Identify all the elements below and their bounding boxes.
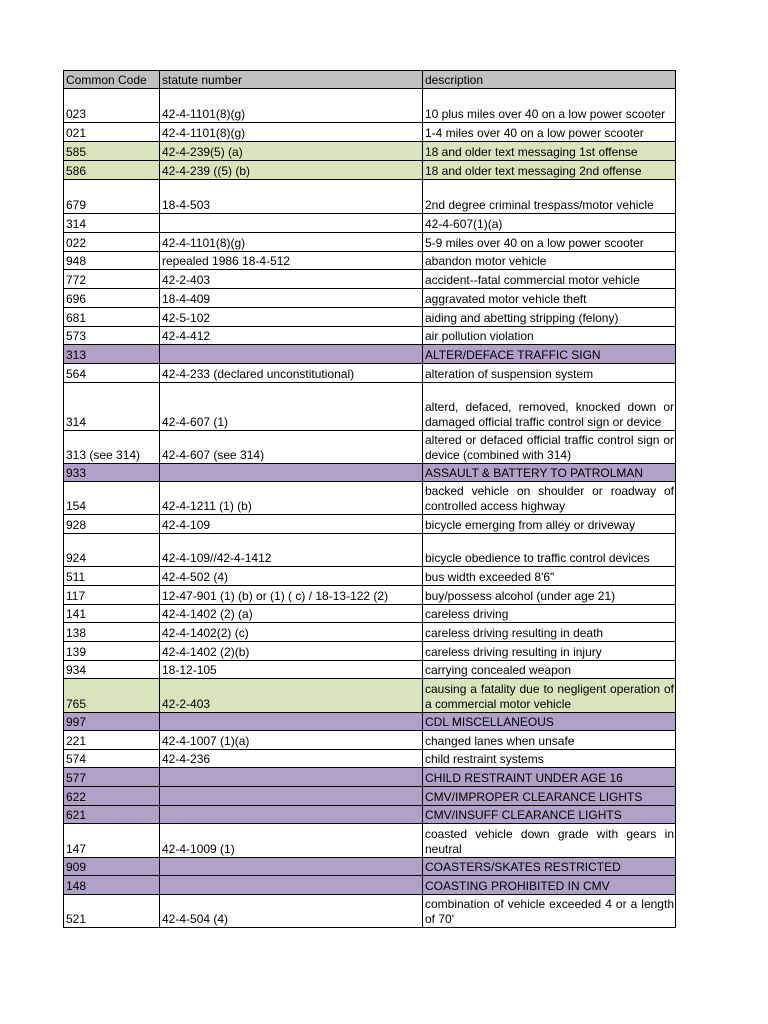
table-row <box>64 679 676 713</box>
common-code-cell: 928 <box>64 515 160 534</box>
table-row <box>64 534 676 567</box>
statute-number-cell: 42-4-1402 (2) (a) <box>160 605 423 623</box>
statute-number-cell <box>160 858 423 876</box>
table-row <box>64 731 676 750</box>
common-code-cell: 141 <box>64 605 160 623</box>
description-cell: CDL MISCELLANEOUS <box>423 713 676 731</box>
table-row <box>64 345 676 364</box>
statute-number-cell: repealed 1986 18-4-512 <box>160 252 423 270</box>
description-cell: 5-9 miles over 40 on a low power scooter <box>423 233 676 252</box>
common-code-cell: 909 <box>64 858 160 876</box>
table-row <box>64 180 676 214</box>
common-code-cell: 221 <box>64 731 160 750</box>
table-row <box>64 750 676 768</box>
common-code-cell: 621 <box>64 806 160 824</box>
table-row <box>64 89 676 123</box>
statute-number-cell: 42-4-109//42-4-1412 <box>160 534 423 567</box>
description-cell: ALTER/DEFACE TRAFFIC SIGN <box>423 345 676 364</box>
table-row <box>64 482 676 515</box>
common-code-cell: 154 <box>64 482 160 515</box>
common-code-cell: 765 <box>64 679 160 713</box>
table-row <box>64 364 676 383</box>
statute-number-cell: 42-4-239(5) (a) <box>160 142 423 161</box>
table-row <box>64 661 676 679</box>
common-code-cell: 314 <box>64 214 160 233</box>
description-cell: COASTERS/SKATES RESTRICTED <box>423 858 676 876</box>
header-description: description <box>423 71 676 89</box>
description-cell: altered or defaced official traffic control sign or device (combined with 314) <box>423 431 676 464</box>
statute-number-cell <box>160 214 423 233</box>
statute-number-cell <box>160 876 423 895</box>
common-code-cell: 679 <box>64 180 160 214</box>
common-code-cell: 313 <box>64 345 160 364</box>
table-row <box>64 327 676 345</box>
table-row <box>64 858 676 876</box>
common-code-cell: 933 <box>64 464 160 482</box>
statute-number-cell: 42-4-239 ((5) (b) <box>160 161 423 180</box>
description-cell: ASSAULT & BATTERY TO PATROLMAN <box>423 464 676 482</box>
table-row <box>64 806 676 824</box>
common-code-cell: 934 <box>64 661 160 679</box>
statute-number-cell: 42-5-102 <box>160 308 423 327</box>
description-cell: bus width exceeded 8'6" <box>423 567 676 586</box>
common-code-cell: 138 <box>64 623 160 642</box>
statute-number-cell <box>160 806 423 824</box>
statute-number-cell: 42-4-1402 (2)(b) <box>160 642 423 661</box>
common-code-cell: 139 <box>64 642 160 661</box>
statute-number-cell <box>160 464 423 482</box>
table-row <box>64 623 676 642</box>
statute-number-cell: 18-4-409 <box>160 289 423 308</box>
statute-number-cell: 42-4-109 <box>160 515 423 534</box>
description-cell: backed vehicle on shoulder or roadway of controlled access highway <box>423 482 676 515</box>
description-cell: aiding and abetting stripping (felony) <box>423 308 676 327</box>
statute-number-cell: 42-2-403 <box>160 679 423 713</box>
common-code-cell: 772 <box>64 270 160 289</box>
table-row <box>64 642 676 661</box>
table-body <box>64 89 676 928</box>
common-code-cell: 521 <box>64 895 160 928</box>
common-code-cell: 574 <box>64 750 160 768</box>
common-code-cell: 148 <box>64 876 160 895</box>
description-cell: 1-4 miles over 40 on a low power scooter <box>423 123 676 142</box>
table-row <box>64 142 676 161</box>
statute-number-cell: 12-47-901 (1) (b) or (1) ( c) / 18-13-122 (2) <box>160 586 423 605</box>
common-code-cell: 117 <box>64 586 160 605</box>
description-cell: accident--fatal commercial motor vehicle <box>423 270 676 289</box>
common-code-cell: 696 <box>64 289 160 308</box>
common-code-cell: 997 <box>64 713 160 731</box>
description-cell: changed lanes when unsafe <box>423 731 676 750</box>
statute-number-cell: 42-4-412 <box>160 327 423 345</box>
statute-number-cell <box>160 768 423 787</box>
statute-number-cell: 42-4-1009 (1) <box>160 824 423 858</box>
common-code-cell: 622 <box>64 787 160 806</box>
statute-table <box>63 70 676 928</box>
table-row <box>64 270 676 289</box>
common-code-cell: 147 <box>64 824 160 858</box>
statute-number-cell: 18-12-105 <box>160 661 423 679</box>
statute-number-cell: 42-4-1101(8)(g) <box>160 233 423 252</box>
common-code-cell: 313 (see 314) <box>64 431 160 464</box>
table-row <box>64 515 676 534</box>
table-row <box>64 605 676 623</box>
description-cell: aggravated motor vehicle theft <box>423 289 676 308</box>
statute-number-cell: 42-4-233 (declared unconstitutional) <box>160 364 423 383</box>
description-cell: bicycle obedience to traffic control devices <box>423 534 676 567</box>
table-row <box>64 289 676 308</box>
table-row <box>64 787 676 806</box>
common-code-cell: 924 <box>64 534 160 567</box>
common-code-cell: 573 <box>64 327 160 345</box>
statute-number-cell: 42-4-236 <box>160 750 423 768</box>
table-row <box>64 233 676 252</box>
statute-number-cell <box>160 787 423 806</box>
table-row <box>64 586 676 605</box>
description-cell: air pollution violation <box>423 327 676 345</box>
header-statute-number: statute number <box>160 71 423 89</box>
statute-number-cell <box>160 713 423 731</box>
table-row <box>64 383 676 431</box>
table-row <box>64 123 676 142</box>
statute-number-cell: 42-2-403 <box>160 270 423 289</box>
common-code-cell: 586 <box>64 161 160 180</box>
table-row <box>64 308 676 327</box>
statute-number-cell: 42-4-502 (4) <box>160 567 423 586</box>
description-cell: 42-4-607(1)(a) <box>423 214 676 233</box>
header-row <box>64 71 676 89</box>
statute-number-cell: 42-4-1101(8)(g) <box>160 89 423 123</box>
description-cell: causing a fatality due to negligent operation of a commercial motor vehicle <box>423 679 676 713</box>
table-row <box>64 464 676 482</box>
header-common-code: Common Code <box>64 71 160 89</box>
description-cell: combination of vehicle exceeded 4 or a length of 70' <box>423 895 676 928</box>
table-row <box>64 895 676 928</box>
description-cell: 18 and older text messaging 2nd offense <box>423 161 676 180</box>
description-cell: carrying concealed weapon <box>423 661 676 679</box>
description-cell: buy/possess alcohol (under age 21) <box>423 586 676 605</box>
common-code-cell: 511 <box>64 567 160 586</box>
common-code-cell: 021 <box>64 123 160 142</box>
statute-number-cell: 18-4-503 <box>160 180 423 214</box>
statute-number-cell: 42-4-607 (1) <box>160 383 423 431</box>
statute-number-cell: 42-4-1007 (1)(a) <box>160 731 423 750</box>
statute-number-cell: 42-4-504 (4) <box>160 895 423 928</box>
description-cell: careless driving resulting in death <box>423 623 676 642</box>
description-cell: child restraint systems <box>423 750 676 768</box>
common-code-cell: 681 <box>64 308 160 327</box>
statute-number-cell <box>160 345 423 364</box>
common-code-cell: 948 <box>64 252 160 270</box>
table-row <box>64 713 676 731</box>
common-code-cell: 314 <box>64 383 160 431</box>
description-cell: alteration of suspension system <box>423 364 676 383</box>
common-code-cell: 585 <box>64 142 160 161</box>
table-row <box>64 876 676 895</box>
description-cell: abandon motor vehicle <box>423 252 676 270</box>
common-code-cell: 022 <box>64 233 160 252</box>
description-cell: COASTING PROHIBITED IN CMV <box>423 876 676 895</box>
table-row <box>64 431 676 464</box>
table-row <box>64 161 676 180</box>
description-cell: 10 plus miles over 40 on a low power scooter <box>423 89 676 123</box>
description-cell: coasted vehicle down grade with gears in neutral <box>423 824 676 858</box>
description-cell: 18 and older text messaging 1st offense <box>423 142 676 161</box>
table-row <box>64 768 676 787</box>
table-row <box>64 252 676 270</box>
description-cell: careless driving <box>423 605 676 623</box>
description-cell: bicycle emerging from alley or driveway <box>423 515 676 534</box>
description-cell: CHILD RESTRAINT UNDER AGE 16 <box>423 768 676 787</box>
common-code-cell: 023 <box>64 89 160 123</box>
description-cell: CMV/INSUFF CLEARANCE LIGHTS <box>423 806 676 824</box>
statute-number-cell: 42-4-1211 (1) (b) <box>160 482 423 515</box>
table-row <box>64 824 676 858</box>
description-cell: 2nd degree criminal trespass/motor vehicle <box>423 180 676 214</box>
table-row <box>64 214 676 233</box>
description-cell: alterd, defaced, removed, knocked down or damaged official traffic control sign or device <box>423 383 676 431</box>
statute-number-cell: 42-4-607 (see 314) <box>160 431 423 464</box>
description-cell: careless driving resulting in injury <box>423 642 676 661</box>
statute-number-cell: 42-4-1101(8)(g) <box>160 123 423 142</box>
common-code-cell: 577 <box>64 768 160 787</box>
common-code-cell: 564 <box>64 364 160 383</box>
statute-number-cell: 42-4-1402(2) (c) <box>160 623 423 642</box>
table-row <box>64 567 676 586</box>
description-cell: CMV/IMPROPER CLEARANCE LIGHTS <box>423 787 676 806</box>
